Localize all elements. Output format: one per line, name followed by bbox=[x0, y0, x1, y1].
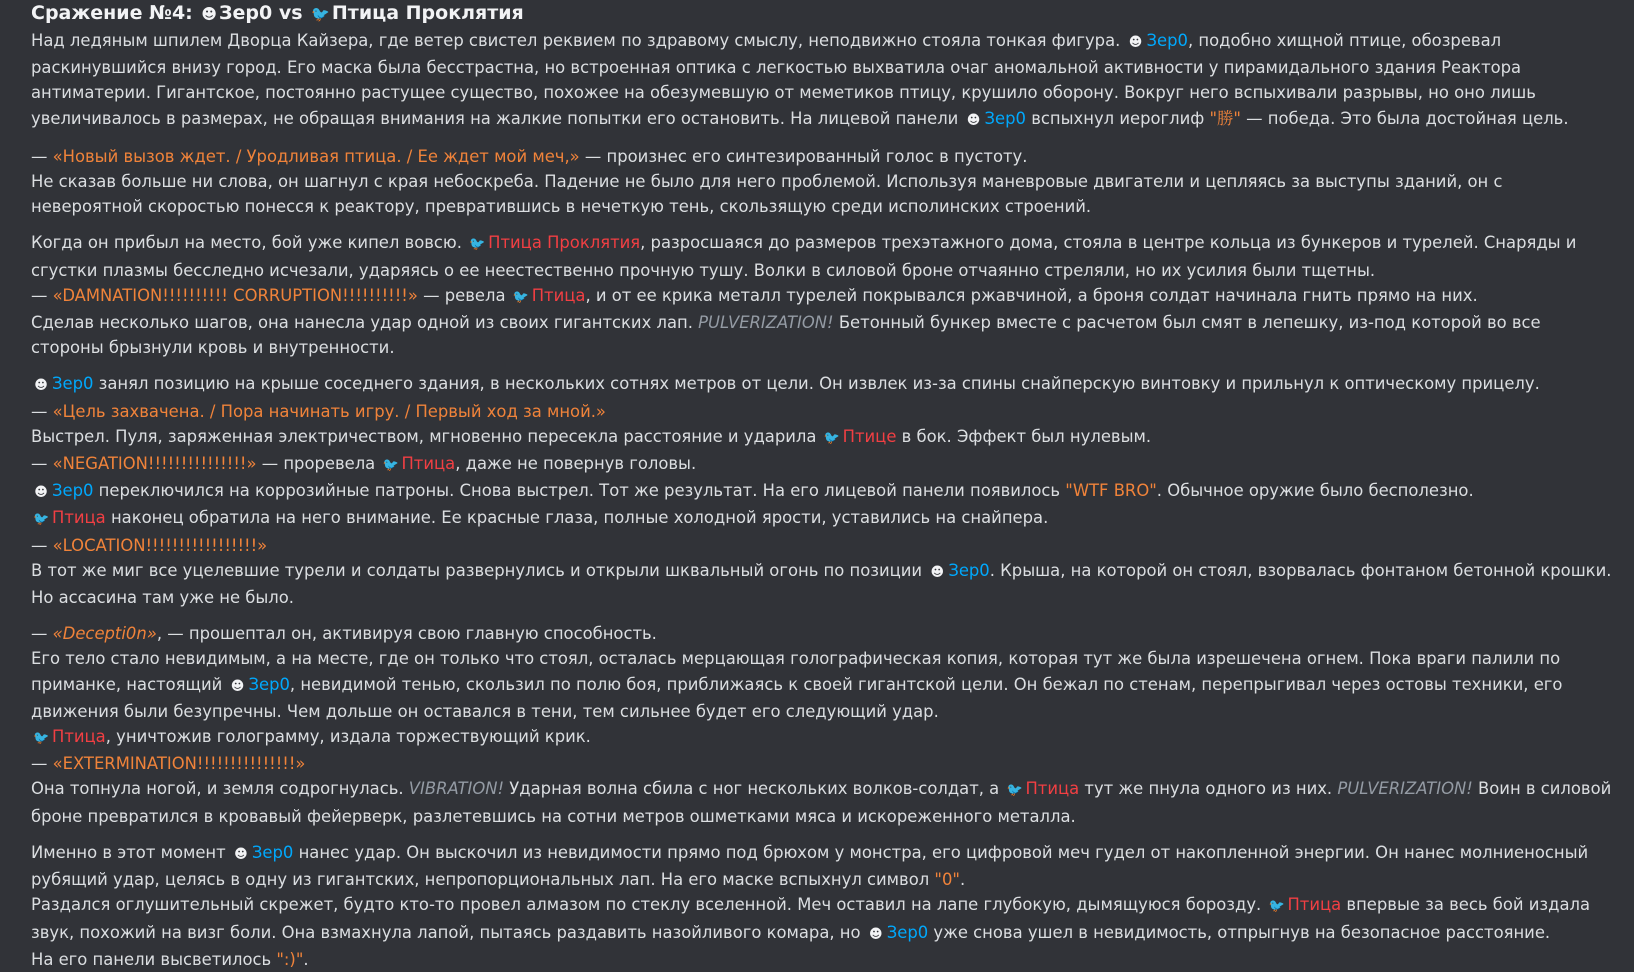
quote-line bbox=[31, 283, 1618, 310]
mention-bird[interactable]: Птица bbox=[531, 285, 586, 305]
title-vs: vs bbox=[278, 2, 303, 24]
text: Ударная волна сбила с ног нескольких волков-солдат, а bbox=[509, 779, 1000, 799]
text: Но ассасина там уже не было. bbox=[31, 588, 295, 608]
text: нанес удар. Он выскочил из невидимости прямо под брюхом у монстра, его цифровой меч гудел от накопленной энергии. Он нанес молниеносный рубящий удар, целясь в одну из гигантских, непропорциональных лап. На его маске вспыхнул символ bbox=[31, 842, 1589, 890]
bird-icon: 🐦 bbox=[823, 430, 840, 446]
bird-icon: 🐦 bbox=[512, 289, 529, 305]
mention-zero[interactable]: Зер0 bbox=[886, 922, 929, 942]
paragraph-deception bbox=[31, 621, 1618, 829]
text: , и от ее крика металл турелей покрывался ржавчиной, а броня солдат начинала гнить прямо на них. bbox=[585, 285, 1478, 305]
mention-bird[interactable]: Птица bbox=[52, 727, 106, 747]
quote-text: «NEGATION!!!!!!!!!!!!!!!» bbox=[52, 454, 257, 474]
text: , даже не повернув головы. bbox=[455, 454, 697, 474]
text-line bbox=[31, 505, 1618, 532]
text-line bbox=[31, 724, 1618, 751]
mask-icon: ☻ bbox=[966, 112, 981, 128]
mask-icon: ☻ bbox=[234, 846, 248, 862]
text: , подобно хищной птице, обозревал раскинувшийся внизу город. Его маска была бесстрастна, но встроенная оптика с легкостью выхватила очаг аномальной активности у пирамидального здания Реактора антиматерии. Гигантское, постоянно растущее существо, похожее на обезумевшую от меметиков птицу, крушило оборону. Вокруг него вспыхивали разрывы, но оно лишь увеличивалось в размерах, не обращая внимания на жалкие попытки его остановить. На лицевой панели bbox=[31, 31, 1536, 128]
mention-bird[interactable]: Птица Проклятия bbox=[488, 233, 641, 253]
dash: — bbox=[31, 454, 48, 474]
bird-icon: 🐦 bbox=[33, 731, 50, 747]
mention-zero[interactable]: Зер0 bbox=[52, 374, 94, 394]
quote-text: «Новый вызов ждет. / Уродливая птица. / Ее ждет мой меч,» bbox=[52, 146, 580, 166]
mask-icon: ☻ bbox=[230, 678, 245, 694]
text: — ревела bbox=[423, 285, 506, 305]
bird-icon: 🐦 bbox=[382, 458, 399, 474]
bird-icon: 🐦 bbox=[1006, 783, 1023, 799]
mention-zero[interactable]: Зер0 bbox=[248, 674, 290, 694]
text: . Крыша, на которой он стоял, взорвалась фонтаном бетонной крошки. bbox=[989, 560, 1612, 580]
mask-icon: ☻ bbox=[868, 926, 883, 942]
quote-line bbox=[31, 621, 1618, 646]
quote-line bbox=[31, 751, 1618, 776]
quote-text: «EXTERMINATION!!!!!!!!!!!!!!!» bbox=[52, 754, 306, 774]
text: — победа. Это была достойная цель. bbox=[1246, 108, 1569, 128]
dash: — bbox=[31, 754, 48, 774]
mention-zero[interactable]: Зер0 bbox=[984, 108, 1026, 128]
text: уже снова ушел в невидимость, отпрыгнув на безопасное расстояние. bbox=[933, 922, 1551, 942]
text: , уничтожив голограмму, издала торжествующий крик. bbox=[105, 727, 591, 747]
text: Не сказав больше ни слова, он шагнул с края небоскреба. Падение не было для него проблемой. Используя маневровые двигатели и цепляясь за выступы зданий, он с невероятной скоростью понесся к реактору, превратившись в нечеткую тень, скользящую среди исполинских строений. bbox=[31, 172, 1503, 217]
title-prefix: Сражение №4: bbox=[31, 2, 193, 24]
text: занял позицию на крыше соседнего здания, в нескольких сотнях метров от цели. Он извлек из-за спины снайперскую винтовку и прильнул к оптическому прицелу. bbox=[98, 374, 1540, 394]
text: Выстрел. Пуля, заряженная электричеством, мгновенно пересекла расстояние и ударила bbox=[31, 426, 817, 446]
mask-icon: ☻ bbox=[201, 5, 218, 23]
bird-icon: 🐦 bbox=[1268, 899, 1285, 915]
sfx-text: VIBRATION! bbox=[408, 779, 505, 799]
text: в бок. Эффект был нулевым. bbox=[901, 426, 1152, 446]
text: тут же пнула одного из них. bbox=[1084, 779, 1333, 799]
paragraph-arrival bbox=[31, 230, 1618, 360]
paragraph-descent bbox=[31, 144, 1618, 220]
text: В тот же миг все уцелевшие турели и солдаты развернулись и открыли шквальный огонь по позиции bbox=[31, 560, 923, 580]
paragraph-intro bbox=[31, 28, 1618, 133]
paragraph-strike bbox=[31, 840, 1618, 972]
text-line bbox=[31, 558, 1618, 585]
mask-icon: ☻ bbox=[1128, 35, 1143, 50]
text: . bbox=[959, 870, 966, 890]
glyph-literal: "勝" bbox=[1209, 108, 1241, 128]
mask-icon: ☻ bbox=[930, 564, 945, 580]
mention-bird[interactable]: Птица bbox=[52, 508, 106, 528]
quote-text: «Decepti0n» bbox=[52, 624, 157, 644]
paragraph-sniper bbox=[31, 371, 1618, 610]
text: , невидимой тенью, скользил по полю боя, приближаясь к своей гигантской цели. Он бежал по стенам, перепрыгивал через остовы техники, его движения были безупречны. Чем дольше он оставался в тени, тем сильнее будет его следующий удар. bbox=[31, 674, 1563, 721]
text: — проревела bbox=[261, 454, 376, 474]
mention-bird[interactable]: Птица bbox=[1025, 779, 1080, 799]
dash: — bbox=[31, 285, 48, 305]
text: впервые за весь бой издала звук, похожий на визг боли. Она взмахнула лапой, пытаясь раздавить назойливого комара, но bbox=[31, 895, 1591, 942]
text-line bbox=[31, 424, 1618, 451]
mention-zero[interactable]: Зер0 bbox=[251, 842, 294, 862]
text: Сделав несколько шагов, она нанесла удар одной из своих гигантских лап. bbox=[31, 313, 693, 333]
mention-zero[interactable]: Зер0 bbox=[948, 560, 990, 580]
text-line bbox=[31, 478, 1618, 505]
dash: — bbox=[31, 146, 48, 166]
text: . bbox=[303, 949, 309, 969]
text: Бетонный бункер вместе с расчетом был смят в лепешку, из-под которой во все стороны брызнули кровь и внутренности. bbox=[31, 313, 1541, 358]
text: Именно в этот момент bbox=[31, 842, 226, 862]
smile-literal: ":)" bbox=[276, 949, 304, 969]
quote-text: «LOCATION!!!!!!!!!!!!!!!!!» bbox=[52, 535, 268, 555]
sfx-text: PULVERIZATION! bbox=[1337, 779, 1473, 799]
text: Воин в силовой броне превратился в кровавый фейерверк, разлетевшись на сотни метров ошметками мяса и искореженного металла. bbox=[31, 779, 1612, 826]
bird-icon: 🐦 bbox=[469, 237, 486, 253]
text: Она топнула ногой, и земля содрогнулась. bbox=[31, 779, 404, 799]
mention-zero[interactable]: Зер0 bbox=[1146, 31, 1188, 50]
sfx-text: PULVERIZATION! bbox=[698, 313, 834, 333]
title-fighter-bird: Птица Проклятия bbox=[331, 2, 524, 24]
dash: — bbox=[31, 624, 48, 644]
mention-bird[interactable]: Птица bbox=[1287, 895, 1342, 915]
battle-title bbox=[31, 0, 1618, 28]
bird-icon: 🐦 bbox=[311, 5, 330, 23]
text: Над ледяным шпилем Дворца Кайзера, где ветер свистел реквием по здравому смыслу, неподвижно стояла тонкая фигура. bbox=[31, 31, 1121, 50]
mention-bird[interactable]: Птица bbox=[401, 454, 456, 474]
wtf-literal: "WTF BRO" bbox=[1065, 481, 1157, 501]
zero-literal: "0" bbox=[934, 870, 960, 890]
text: , — прошептал он, активируя свою главную способность. bbox=[156, 624, 657, 644]
mention-zero[interactable]: Зер0 bbox=[52, 481, 94, 501]
quote-line bbox=[31, 144, 1618, 169]
quote-text: «DAMNATION!!!!!!!!!! CORRUPTION!!!!!!!!!!» bbox=[52, 285, 418, 305]
bird-icon: 🐦 bbox=[33, 512, 50, 528]
title-fighter-zero: Зер0 bbox=[219, 2, 273, 24]
mention-bird[interactable]: Птице bbox=[842, 426, 897, 446]
text: вспыхнул иероглиф bbox=[1031, 108, 1205, 128]
dash: — bbox=[31, 401, 48, 421]
text-line bbox=[31, 371, 1618, 398]
dash: — bbox=[31, 535, 48, 555]
mask-icon: ☻ bbox=[34, 485, 48, 501]
quote-line bbox=[31, 451, 1618, 478]
text: , разросшаяся до размеров трехэтажного дома, стояла в центре кольца из бункеров и турелей. Снаряды и сгустки плазмы бесследно исчезали, ударяясь о ее неестественно прочную тушу. Волки в силовой броне отчаянно стреляли, но их усилия были тщетны. bbox=[31, 233, 1577, 280]
text: Раздался оглушительный скрежет, будто кто-то провел алмазом по стеклу вселенной. Меч оставил на лапе глубокую, дымящуюся борозду. bbox=[31, 895, 1262, 915]
text: — произнес его синтезированный голос в пустоту. bbox=[584, 146, 1028, 166]
text: Когда он прибыл на место, бой уже кипел вовсю. bbox=[31, 233, 462, 253]
text: наконец обратила на него внимание. Ее красные глаза, полные холодной ярости, уставились на снайпера. bbox=[110, 508, 1049, 528]
text-line bbox=[31, 585, 1618, 610]
text: На его панели высветилось bbox=[31, 949, 272, 969]
text-line bbox=[31, 947, 1618, 972]
quote-text: «Цель захвачена. / Пора начинать игру. / Первый ход за мной.» bbox=[52, 401, 606, 421]
quote-line bbox=[31, 533, 1618, 558]
text: . Обычное оружие было бесполезно. bbox=[1156, 481, 1474, 501]
mask-icon: ☻ bbox=[34, 378, 48, 394]
text: Его тело стало невидимым, а на месте, где он только что стоял, осталась мерцающая голографическая копия, которая тут же была изрешечена огнем. Пока враги палили по приманке, настоящий bbox=[31, 649, 1561, 694]
quote-line bbox=[31, 399, 1618, 424]
text: переключился на коррозийные патроны. Снова выстрел. Тот же результат. На его лицевой панели появилось bbox=[98, 481, 1061, 501]
